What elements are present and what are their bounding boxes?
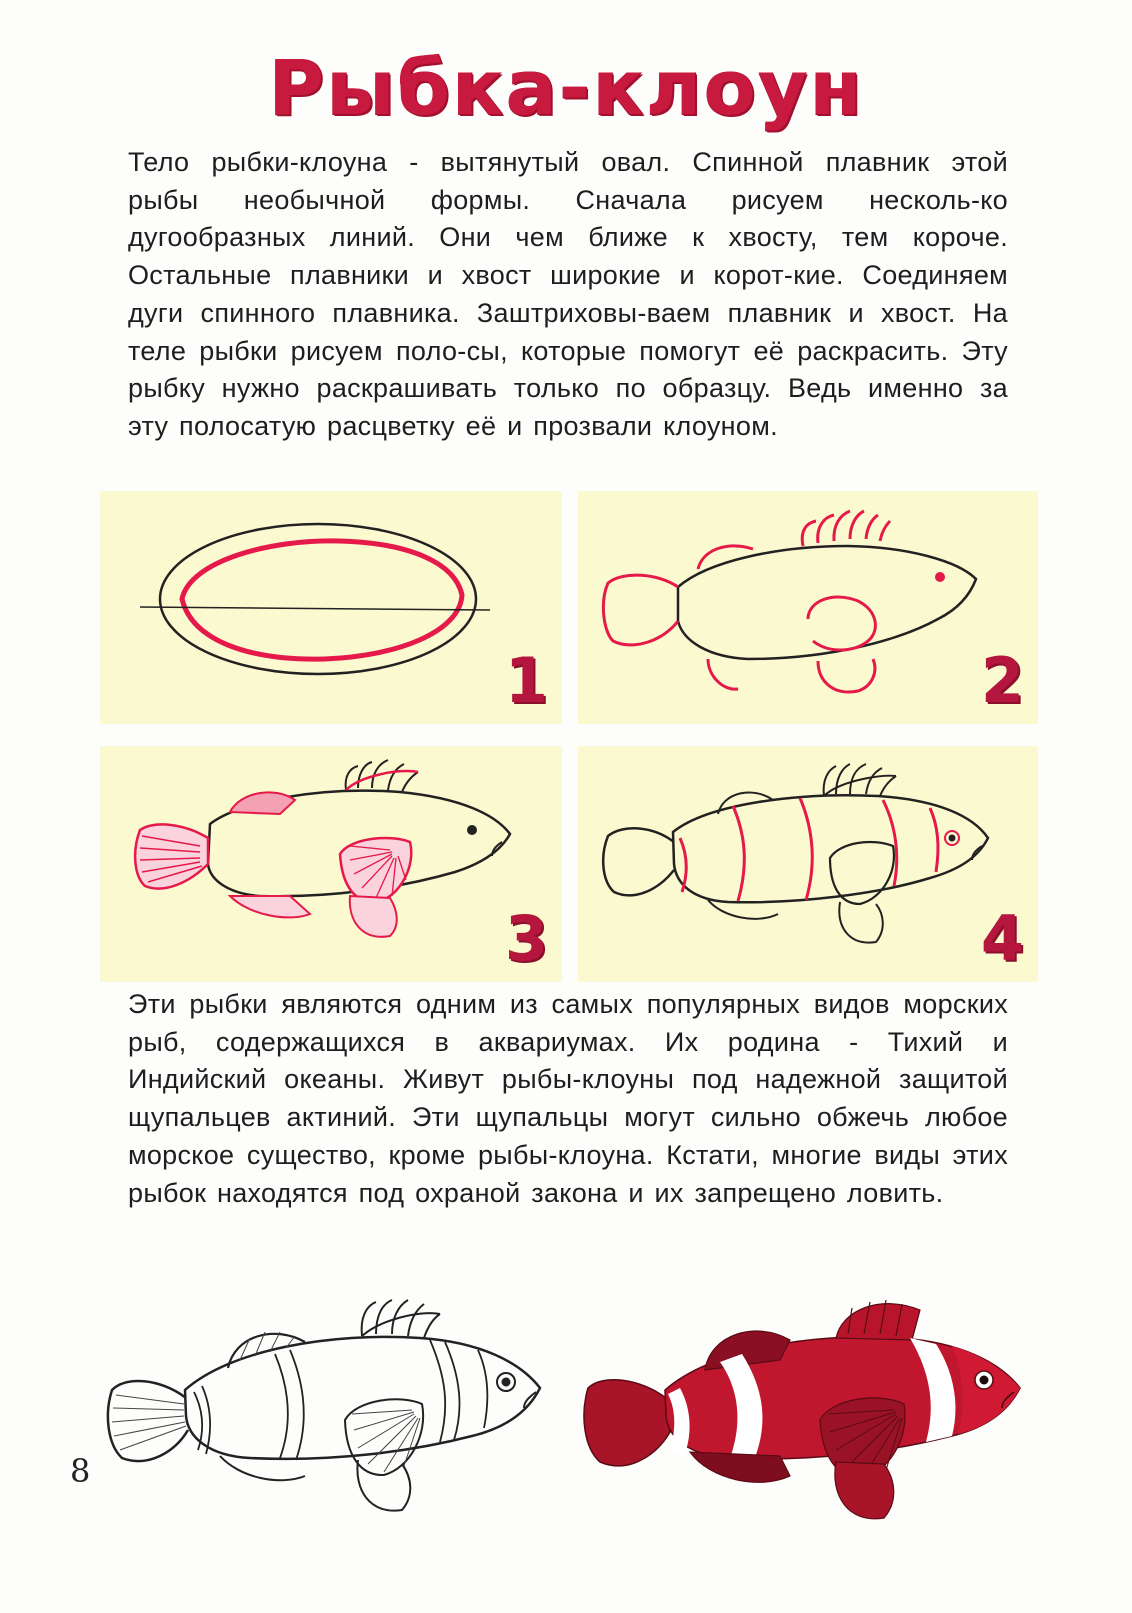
oval-body-sketch-icon — [100, 491, 562, 724]
fish-with-stripes-icon — [578, 746, 1038, 982]
page-title: Рыбка-клоун — [268, 43, 864, 132]
step-panel-3 — [100, 746, 562, 982]
step-number: 3 — [504, 902, 548, 975]
step-number: 2 — [980, 644, 1024, 717]
step-panel-2 — [578, 491, 1038, 724]
clownfish-outline-icon — [100, 1280, 570, 1550]
fish-hatched-fins-icon — [100, 746, 562, 982]
fish-outline-with-fins-icon — [578, 491, 1038, 724]
clownfish-colored-icon — [580, 1280, 1040, 1570]
step-panel-4 — [578, 746, 1038, 982]
page-number: 8 — [70, 1452, 91, 1490]
step-panel-1 — [100, 491, 562, 724]
intro-paragraph: Тело рыбки-клоуна - вытянутый овал. Спинной плавник этой рыбы необычной формы. Сначала рисуем несколь-ко дугообразных линий. Они чем ближе к хвосту, тем короче. Остальные плавники и хвост широкие и корот-кие. Соединяем дуги спинного плавника. Заштриховы-ваем плавник и хвост. На теле рыбки рисуем поло-сы, которые помогут её раскрасить. Эту рыбку нужно раскрашивать только по образцу. Ведь именно за эту полосатую расцветку её и прозвали клоуном. — [128, 147, 1008, 441]
info-paragraph: Эти рыбки являются одним из самых популярных видов морских рыб, содержащихся в аквариумах. Их родина - Тихий и Индийский океаны. Живут рыбы-клоуны под надежной защитой щупальцев актиний. Эти щупальцы могут сильно обжечь любое морское существо, кроме рыбы-клоуна. Кстати, многие виды этих рыбок находятся под охраной закона и их запрещено ловить. — [128, 989, 1008, 1208]
step-number: 1 — [504, 644, 548, 717]
step-number: 4 — [980, 902, 1024, 975]
